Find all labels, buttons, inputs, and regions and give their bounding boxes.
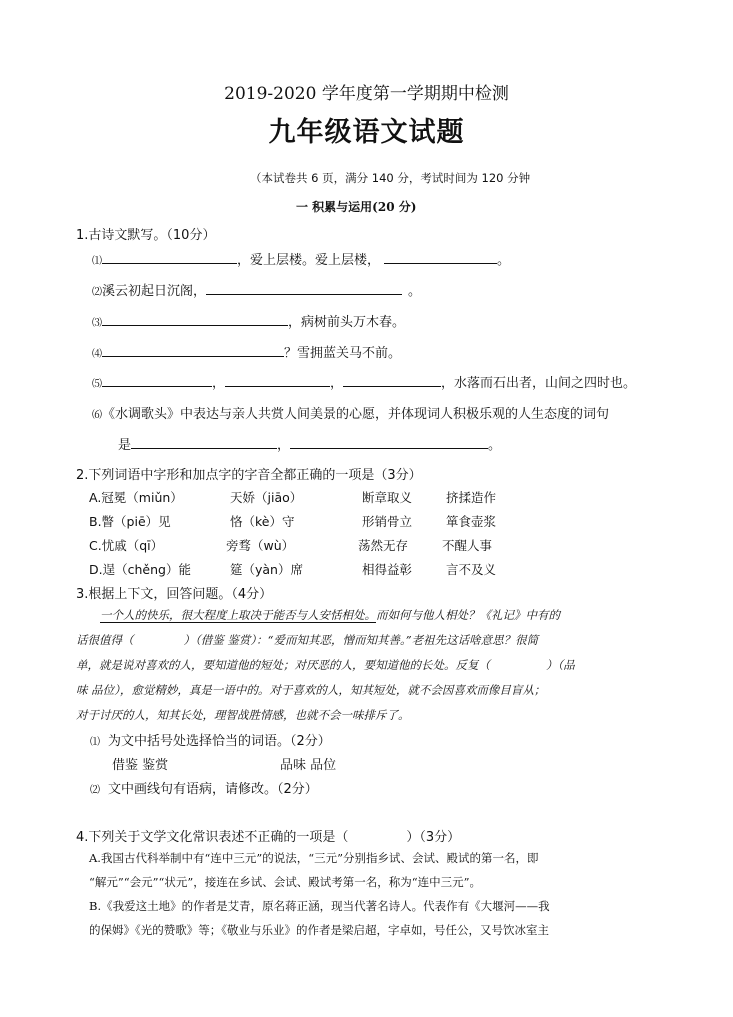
q2-option-b-word: 形销骨立 (362, 514, 413, 529)
q2-option-d-word: 相得益彰 (362, 562, 413, 577)
q2-option-d-word: 言不及义 (446, 562, 497, 577)
q2-option-a-word: 天娇（jiāo） (230, 490, 303, 505)
q1-item-4: ⑷ ？雪拥蓝关马不前。 (92, 342, 401, 361)
q3-subquestion-1: ⑴ 为文中括号处选择恰当的词语。（2分） (90, 734, 331, 749)
exam-header-line: 2019-2020 学年度第一学期期中检测 (224, 84, 509, 104)
q4-option-b-line-2: 的保姆》《光的赞歌》等；《敬业与乐业》的作者是梁启超，字卓如，号任公，又号饮冰室主 (89, 923, 549, 937)
section-heading: 一 积累与运用(20 分) (296, 200, 417, 214)
passage-line-5: 对于讨厌的人，知其长处，理智战胜情感，也就不会一味排斥了。 (76, 708, 410, 722)
answer-blank[interactable] (206, 280, 402, 295)
passage-line-3: 单，就是说对喜欢的人，要知道他的短处；对厌恶的人，要知道他的长处。反复（ ）（品 (76, 658, 575, 672)
q2-option-b-word: 箪食壶浆 (446, 514, 497, 529)
q2-option-d: D.逞（chěng）能 (89, 562, 191, 577)
q2-option-b: B.瞥（piē）见 (89, 514, 171, 529)
q2-option-d-word: 筵（yàn）席 (230, 562, 303, 577)
answer-blank[interactable] (131, 434, 277, 449)
passage-blank[interactable] (490, 658, 546, 670)
q2-option-a: A.冠冕（miǔn） (89, 490, 183, 505)
question-2-title: 2.下列词语中字形和加点字的字音全都正确的一项是（3分） (76, 468, 422, 483)
question-3-title: 3.根据上下文，回答问题。（4分） (76, 587, 273, 602)
q1-item-3: ⑶ ，病树前头万木春。 (92, 311, 405, 330)
q2-option-a-word: 挤揉造作 (446, 490, 497, 505)
question-1-title: 1.古诗文默写。（10分） (76, 228, 216, 243)
q4-option-b-line-1: B.《我爱这土地》的作者是艾青，原名蒋正涵，现当代著名诗人。代表作有《大堰河——我 (89, 899, 550, 913)
q4-option-a-line-1: A.我国古代科举制中有“连中三元”的说法，“三元”分别指乡试、会试、殿试的第一名，即 (89, 851, 539, 865)
answer-blank[interactable] (343, 372, 441, 387)
passage-underlined-sentence: 一个人的快乐，很大程度上取决于能否与人安恬相处。 (100, 608, 376, 622)
q1-item-1-mid: ，爱上层楼。爱上层楼， (237, 253, 381, 268)
q2-option-c-word: 荡然无存 (358, 538, 409, 553)
q3-choice-pair-1: 借鉴 鉴赏 (112, 758, 169, 773)
q1-item-1-marker: ⑴ (92, 256, 102, 267)
answer-blank[interactable] (102, 372, 212, 387)
answer-blank[interactable] (348, 828, 406, 841)
exam-instructions: （本试卷共 6 页，满分 140 分，考试时间为 120 分钟 (250, 171, 531, 185)
answer-blank[interactable] (102, 342, 284, 357)
answer-blank[interactable] (384, 249, 497, 264)
q2-option-c: C.忧戚（qī） (89, 538, 164, 553)
passage-line-2: 话很值得（ ）（借鉴 鉴赏）：“爱而知其恶，憎而知其善。”老祖先这话啥意思？很简 (76, 633, 539, 647)
passage-line-4: 味 品位），愈觉精妙，真是一语中的。对于喜欢的人，知其短处，就不会因喜欢而像目盲从； (76, 683, 546, 697)
answer-blank[interactable] (102, 311, 288, 326)
q2-option-b-word: 恪（kè）守 (230, 514, 295, 529)
q3-subquestion-2: ⑵ 文中画线句有语病，请修改。（2分） (90, 782, 318, 797)
q1-item-6-answer-line: 是 ， 。 (118, 434, 501, 453)
answer-blank[interactable] (290, 434, 488, 449)
q1-item-5: ⑸ ， ， ，水落而石出者，山间之四时也。 (92, 372, 636, 391)
page-title: 九年级语文试题 (268, 117, 465, 148)
q2-option-a-word: 断章取义 (362, 490, 413, 505)
q1-item-2: ⑵溪云初起日沉阁， 。 (92, 280, 421, 299)
q2-option-c-word: 不醒人事 (442, 538, 493, 553)
q1-item-1: ⑴ ，爱上层楼。爱上层楼， 。 (92, 249, 510, 268)
answer-blank[interactable] (102, 249, 237, 264)
passage-blank[interactable] (134, 633, 184, 645)
answer-blank[interactable] (225, 372, 330, 387)
passage-line-1: 一个人的快乐，很大程度上取决于能否与人安恬相处。而如何与他人相处？《礼记》中有的 (100, 608, 560, 622)
q1-item-6: ⑹《水调歌头》中表达与亲人共赏人间美景的心愿，并体现词人积极乐观的人生态度的词句 (92, 407, 610, 422)
q2-option-c-word: 旁骛（wù） (226, 538, 295, 553)
q3-choice-pair-2: 品味 品位 (280, 758, 337, 773)
question-4-title: 4.下列关于文学文化常识表述不正确的一项是（ ）（3分） (76, 830, 461, 845)
q4-option-a-line-2: “解元”“会元”“状元”，接连在乡试、会试、殿试考第一名，称为“连中三元”。 (89, 875, 482, 889)
